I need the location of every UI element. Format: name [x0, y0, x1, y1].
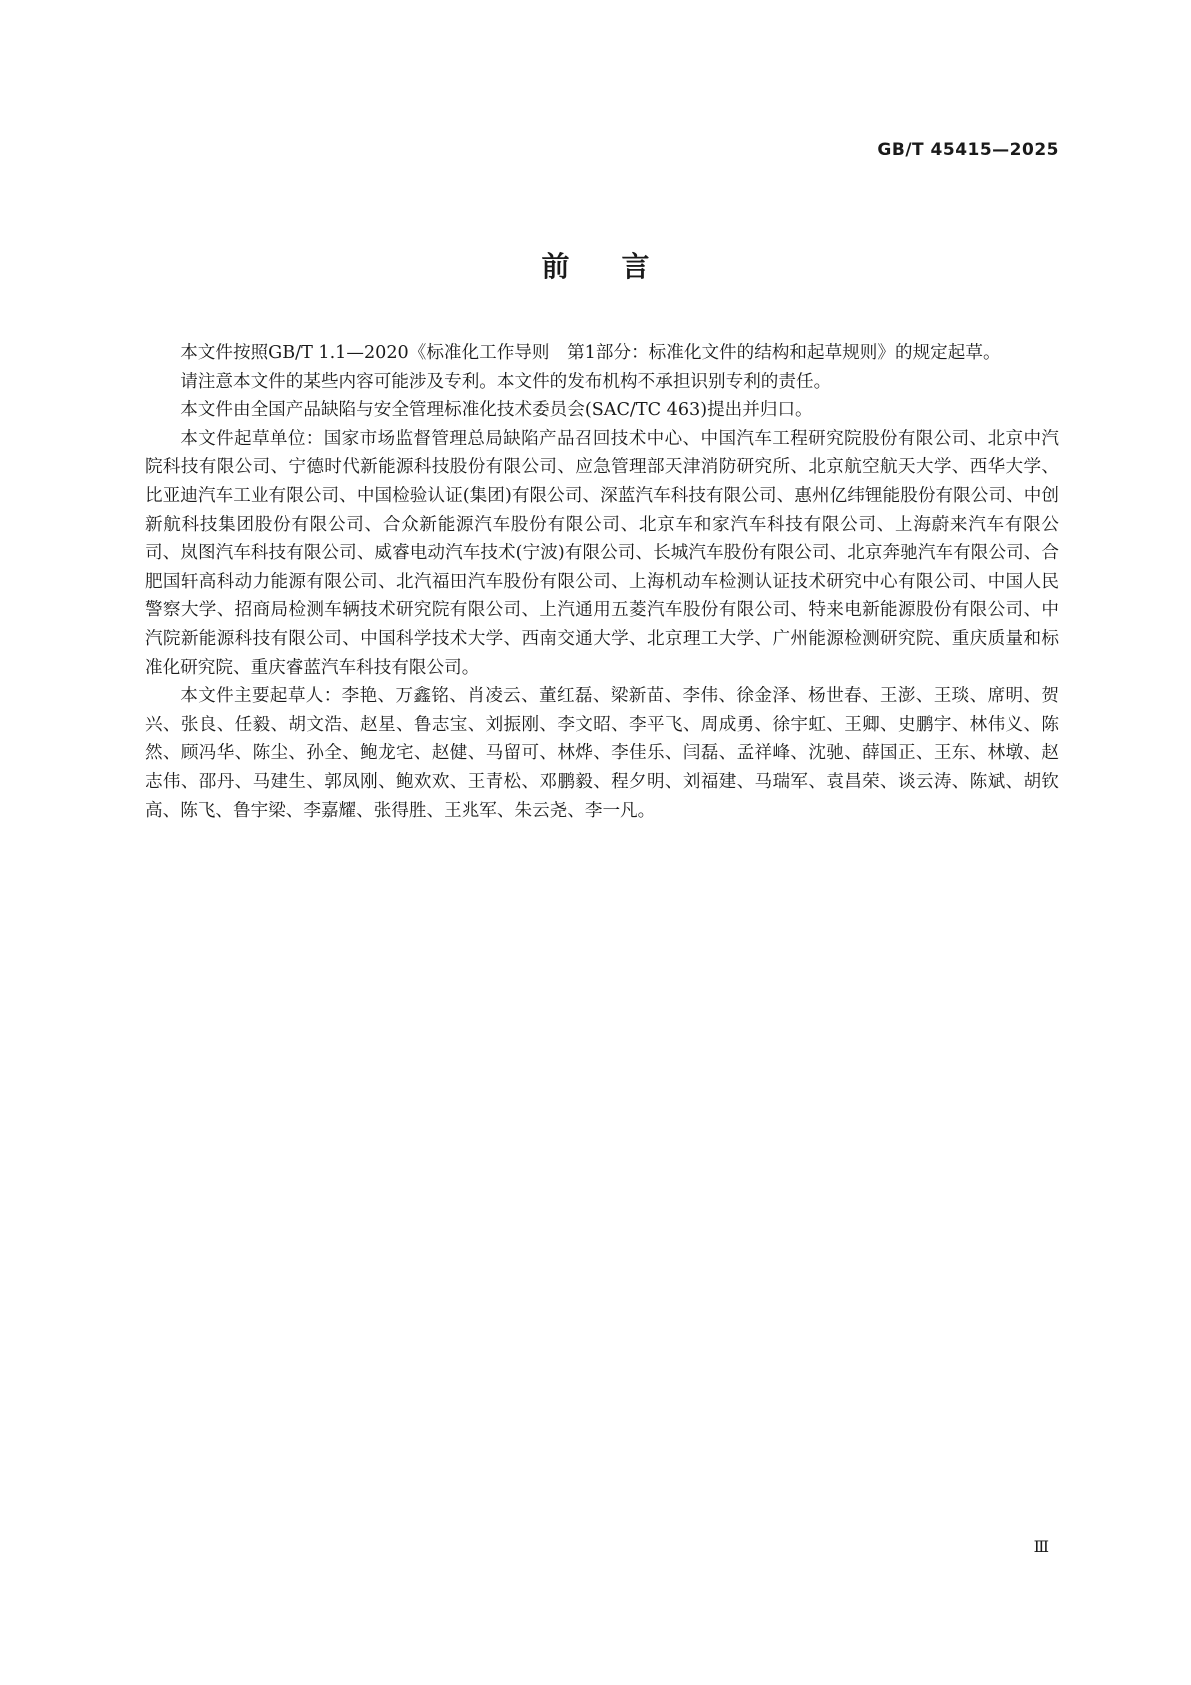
document-body: [145, 339, 1059, 825]
standard-code: GB/T 45415—2025: [877, 140, 1059, 160]
paragraph-drafters: 本文件主要起草人：李艳、万鑫铭、肖凌云、董红磊、梁新苗、李伟、徐金泽、杨世春、王澎、王琰、席明、贺兴、张良、任毅、胡文浩、赵星、鲁志宝、刘振刚、李文昭、李平飞、周成勇、徐宇虹、王卿、史鹏宇、林伟义、陈然、顾冯华、陈尘、孙全、鲍龙宅、赵健、马留可、林烨、李佳乐、闫磊、孟祥峰、沈驰、薛国正、王东、林墩、赵志伟、邵丹、马建生、郭凤刚、鲍欢欢、王青松、邓鹏毅、程夕明、刘福建、马瑞军、袁昌荣、谈云涛、陈斌、胡钦高、陈飞、鲁宇梁、李嘉耀、张得胜、王兆军、朱云尧、李一凡。: [145, 686, 1059, 821]
paragraph-drafting-rules: 本文件按照GB/T 1.1—2020《标准化工作导则 第1部分：标准化文件的结构和起草规则》的规定起草。: [180, 343, 1001, 363]
paragraph-drafting-units: 本文件起草单位：国家市场监督管理总局缺陷产品召回技术中心、中国汽车工程研究院股份有限公司、北京中汽院科技有限公司、宁德时代新能源科技股份有限公司、应急管理部天津消防研究所、北京航空航天大学、西华大学、比亚迪汽车工业有限公司、中国检验认证(集团)有限公司、深蓝汽车科技有限公司、惠州亿纬锂能股份有限公司、中创新航科技集团股份有限公司、合众新能源汽车股份有限公司、北京车和家汽车科技有限公司、上海蔚来汽车有限公司、岚图汽车科技有限公司、威睿电动汽车技术(宁波)有限公司、长城汽车股份有限公司、北京奔驰汽车有限公司、合肥国轩高科动力能源有限公司、北汽福田汽车股份有限公司、上海机动车检测认证技术研究中心有限公司、中国人民警察大学、招商局检测车辆技术研究院有限公司、上汽通用五菱汽车股份有限公司、特来电新能源股份有限公司、中汽院新能源科技有限公司、中国科学技术大学、西南交通大学、北京理工大学、广州能源检测研究院、重庆质量和标准化研究院、重庆睿蓝汽车科技有限公司。: [145, 428, 1059, 678]
paragraph-committee: 本文件由全国产品缺陷与安全管理标准化技术委员会(SAC/TC 463)提出并归口。: [180, 400, 813, 421]
page-number: Ⅲ: [1033, 1537, 1049, 1556]
page-title: 前言: [541, 250, 702, 283]
paragraph-patent-notice: 请注意本文件的某些内容可能涉及专利。本文件的发布机构不承担识别专利的责任。: [180, 371, 832, 392]
